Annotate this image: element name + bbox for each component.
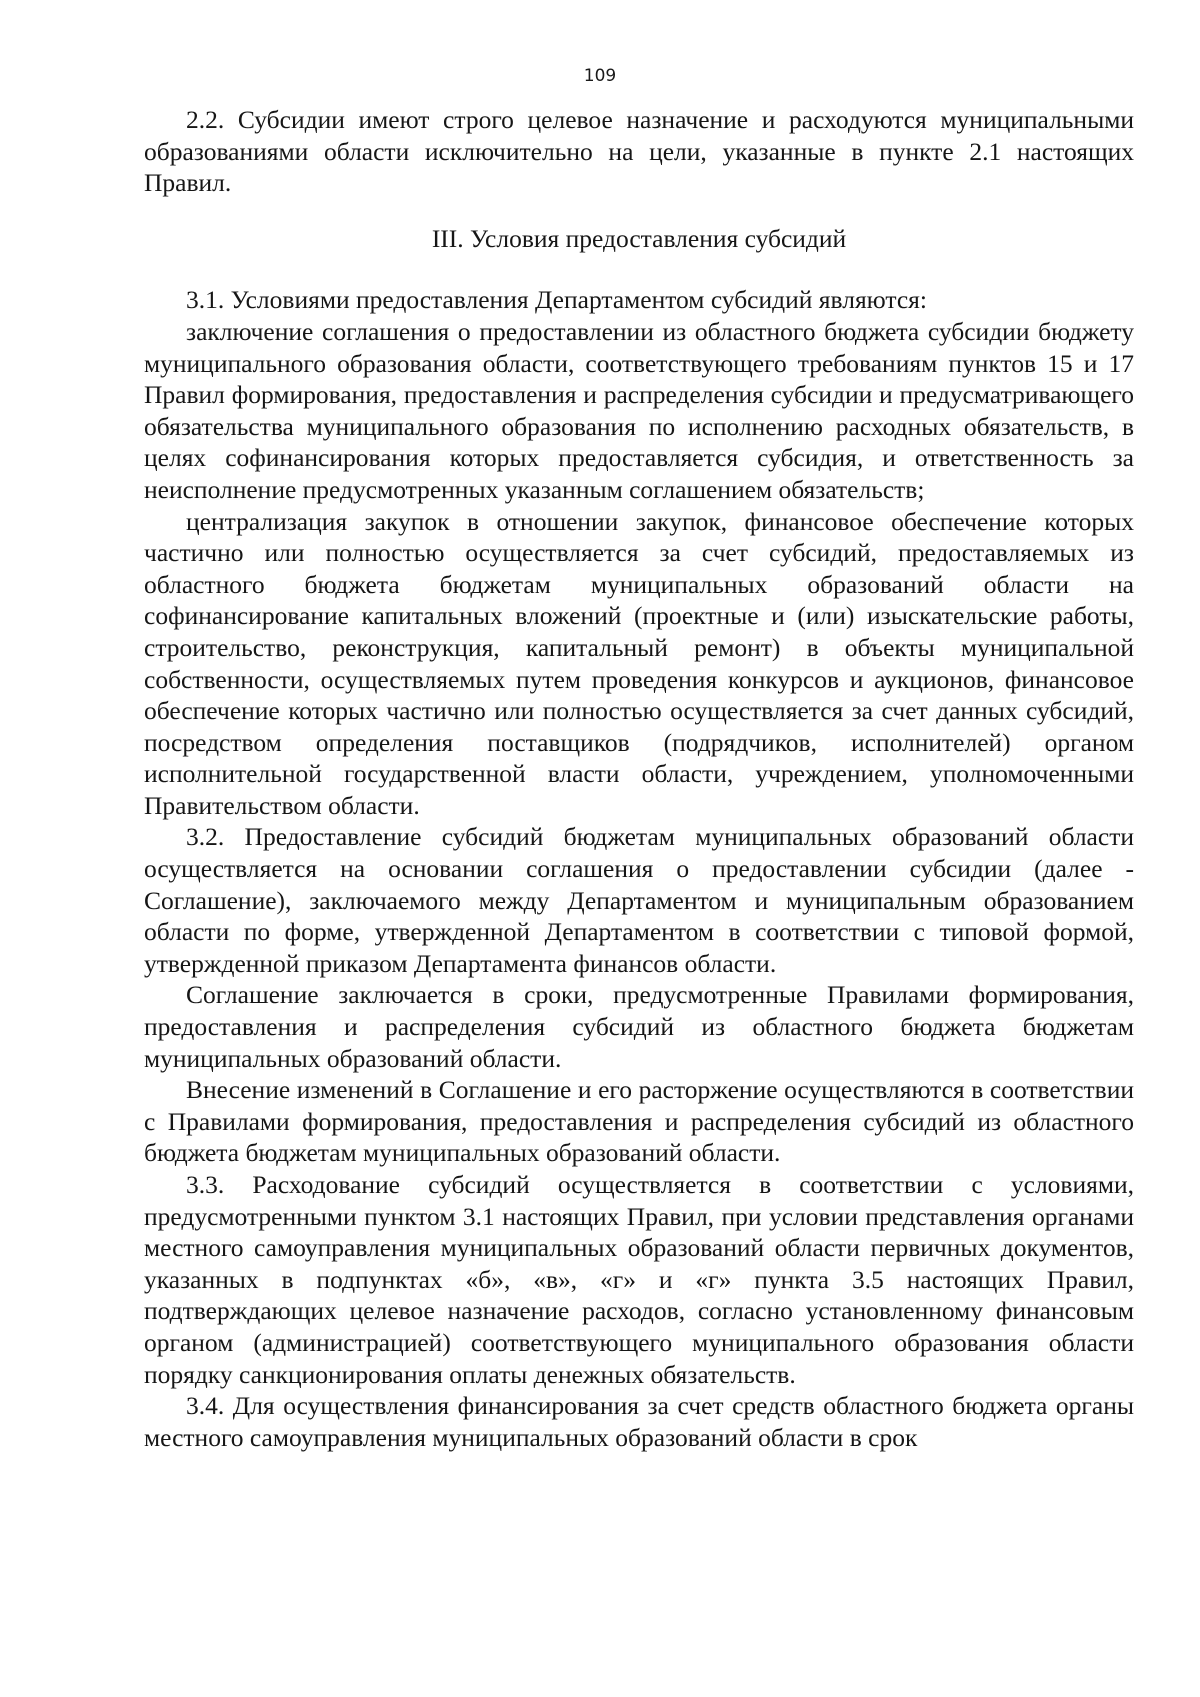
page-number: 109 [583,66,617,86]
paragraph-3-1-condition-agreement: заключение соглашения о предоставлении из областного бюджета субсидии бюджету муниципального образования области, соответствующего требованиям пунктов 15 и 17 Правил формирования, предоставления и распределения субсидии и предусматривающего обязательства муниципального образования по исполнению расходных обязательств, в целях софинансирования которых предоставляется субсидия, и ответственность за неисполнение предусмотренных указанным соглашением обязательств; [144,316,1134,504]
paragraph-3-2-amendments: Внесение изменений в Соглашение и его расторжение осуществляются в соответствии с Правилами формирования, предоставления и распределения субсидий из областного бюджета бюджетам муниципальных образований области. [144,1075,1134,1168]
document-body [144,104,1134,1453]
paragraph-3-1-condition-procurement: централизация закупок в отношении закупок, финансовое обеспечение которых частично или полностью осуществляется за счет субсидий, предоставляемых из областного бюджета бюджетам муниципальных образований области на софинансирование капитальных вложений (проектные и (или) изыскательские работы, строительство, реконструкция, капитальный ремонт) в объекты муниципальной собственности, осуществляемых путем проведения конкурсов и аукционов, финансовое обеспечение которых частично или полностью осуществляется за счет данных субсидий, посредством определения поставщиков (подрядчиков, исполнителей) органом исполнительной государственной власти области, учреждением, уполномоченными Правительством области. [144,506,1134,820]
section-heading: III. Условия предоставления субсидий [431,223,847,253]
paragraph-3-1: 3.1. Условиями предоставления Департаментом субсидий являются: [186,285,927,315]
paragraph-3-2: 3.2. Предоставление субсидий бюджетам муниципальных образований области осуществляется на основании соглашения о предоставлении субсидии (далее - Соглашение), заключаемого между Департаментом и муниципальным образованием области по форме, утвержденной Департаментом в соответствии с типовой формой, утвержденной приказом Департамента финансов области. [144,822,1134,978]
paragraph-3-3: 3.3. Расходование субсидий осуществляется в соответствии с условиями, предусмотренными пунктом 3.1 настоящих Правил, при условии представления органами местного самоуправления муниципальных образований области первичных документов, указанных в подпунктах «б», «в», «г» и «г» пункта 3.5 настоящих Правил, подтверждающих целевое назначение расходов, согласно установленному финансовым органом (администрацией) соответствующего муниципального образования области порядку санкционирования оплаты денежных обязательств. [144,1170,1134,1389]
paragraph-2-2: 2.2. Субсидии имеют строго целевое назначение и расходуются муниципальными образованиями области исключительно на цели, указанные в пункте 2.1 настоящих Правил. [144,105,1134,198]
paragraph-3-2-terms: Соглашение заключается в сроки, предусмотренные Правилами формирования, предоставления и распределения субсидий из областного бюджета бюджетам муниципальных образований области. [144,980,1134,1073]
paragraph-3-4: 3.4. Для осуществления финансирования за счет средств областного бюджета органы местного самоуправления муниципальных образований области в срок [144,1391,1134,1452]
